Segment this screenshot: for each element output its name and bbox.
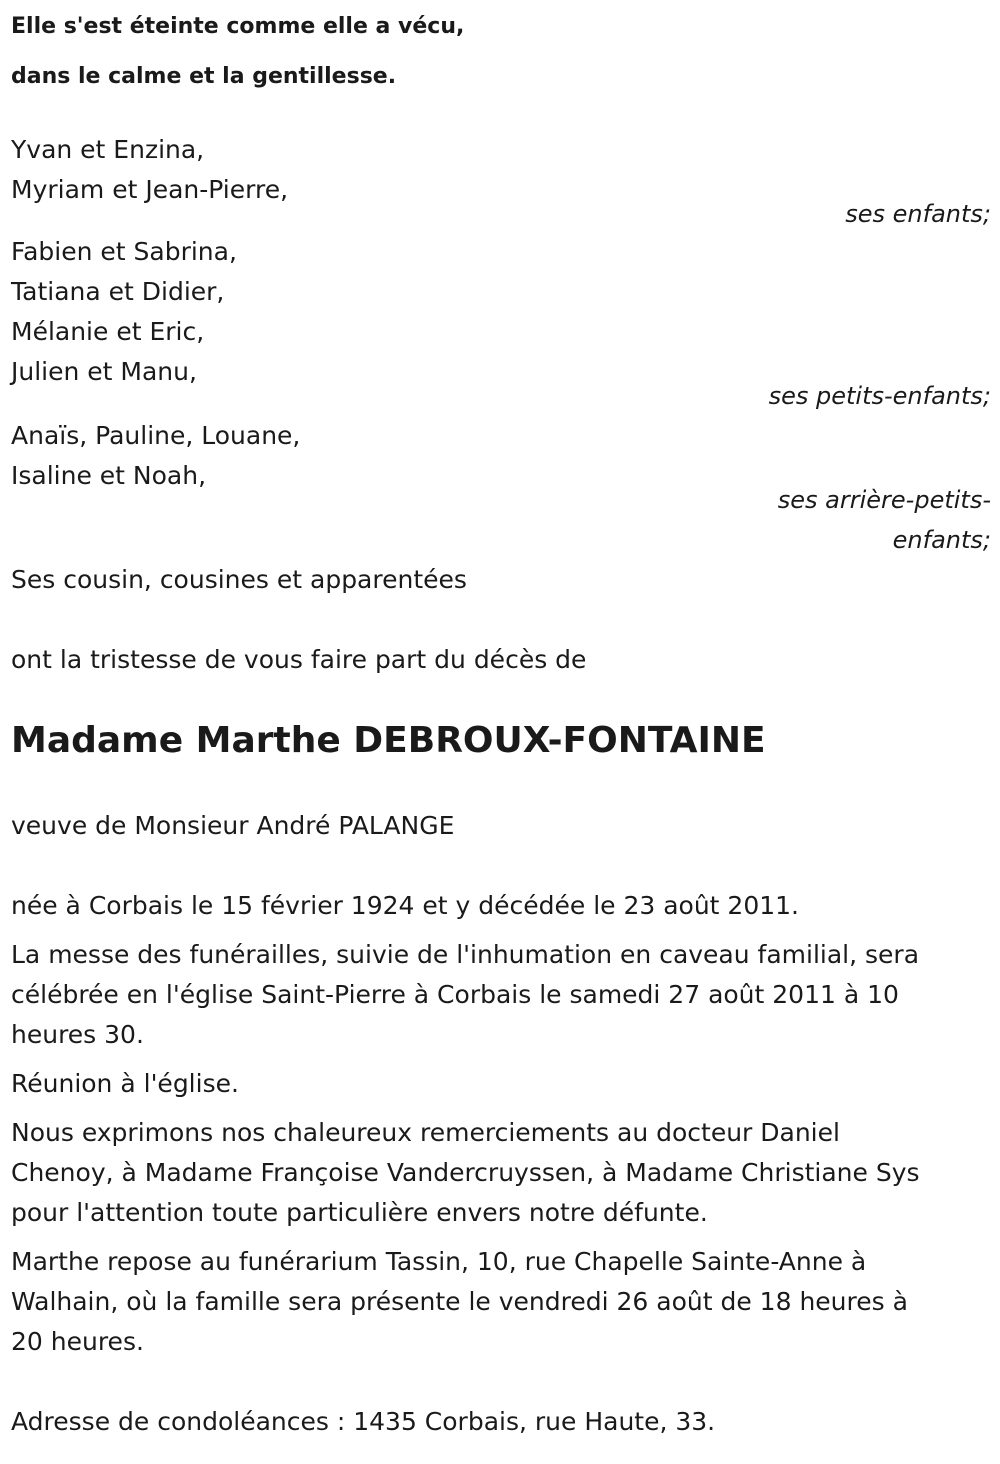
announcement-line: ont la tristesse de vous faire part du décès de [11,645,587,674]
grandchild-name: Julien et Manu, [11,357,197,386]
children-block [11,130,991,234]
funeral-mass-paragraph [11,935,991,1055]
grandchildren-block [11,232,991,416]
great-grandchild-name: Anaïs, Pauline, Louane, [11,421,301,450]
grandchild-name: Fabien et Sabrina, [11,237,237,266]
paragraph-line: célébrée en l'église Saint-Pierre à Corbais le samedi 27 août 2011 à 10 [11,980,899,1009]
great-grandchildren-role-line-2: enfants; [892,526,991,554]
thanks-paragraph [11,1113,991,1233]
cousins-line: Ses cousin, cousines et apparentées [11,565,467,594]
paragraph-line: La messe des funérailles, suivie de l'inhumation en caveau familial, sera [11,940,920,969]
paragraph-line: Walhain, où la famille sera présente le vendredi 26 août de 18 heures à [11,1287,908,1316]
intro-line-2: dans le calme et la gentillesse. [11,64,397,89]
intro-line-1: Elle s'est éteinte comme elle a vécu, [11,14,465,39]
widow-of-line: veuve de Monsieur André PALANGE [11,811,455,840]
paragraph-line: Marthe repose au funérarium Tassin, 10, rue Chapelle Sainte-Anne à [11,1247,867,1276]
grandchild-name: Mélanie et Eric, [11,317,205,346]
birth-death-line: née à Corbais le 15 février 1924 et y décédée le 23 août 2011. [11,891,800,920]
grandchildren-role: ses petits-enfants; [768,382,991,410]
great-grandchildren-block [11,416,991,560]
paragraph-line: 20 heures. [11,1327,144,1356]
intro-quote [11,2,991,102]
grandchildren-names [11,232,991,392]
child-name: Yvan et Enzina, [11,135,205,164]
paragraph-line: Chenoy, à Madame Françoise Vandercruyssen, à Madame Christiane Sys [11,1158,920,1187]
obituary-page [11,0,991,1442]
child-name: Myriam et Jean-Pierre, [11,175,289,204]
meeting-line: Réunion à l'église. [11,1069,239,1098]
children-role: ses enfants; [845,200,991,228]
paragraph-line: Nous exprimons nos chaleureux remerciements au docteur Daniel [11,1118,840,1147]
great-grandchildren-role-line-1: ses arrière-petits- [777,486,991,514]
great-grandchild-name: Isaline et Noah, [11,461,207,490]
grandchild-name: Tatiana et Didier, [11,277,225,306]
condolences-address: Adresse de condoléances : 1435 Corbais, rue Haute, 33. [11,1407,716,1436]
rest-paragraph [11,1242,991,1362]
paragraph-line: heures 30. [11,1020,144,1049]
paragraph-line: pour l'attention toute particulière envers notre défunte. [11,1198,708,1227]
deceased-name: Madame Marthe DEBROUX-FONTAINE [11,720,766,761]
